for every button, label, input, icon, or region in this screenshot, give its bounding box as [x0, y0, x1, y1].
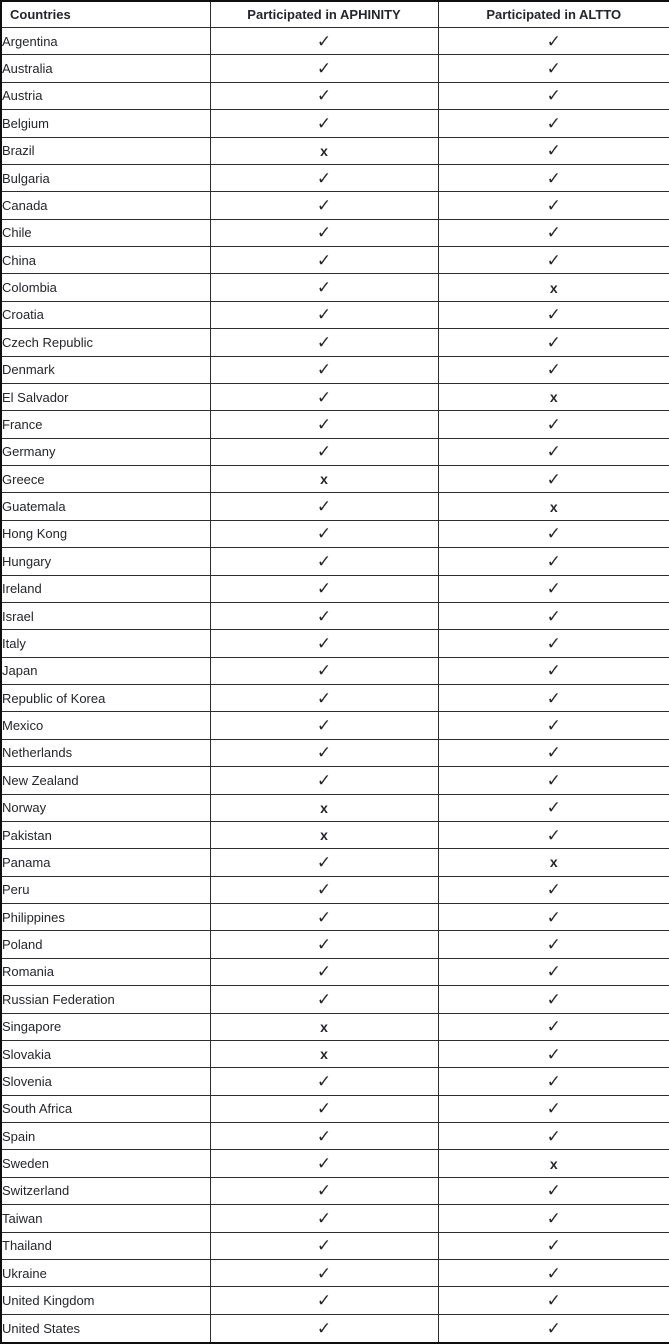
table-row	[1, 1013, 669, 1040]
aphinity-check-mark: ✓	[210, 575, 438, 602]
country-name-cell: France	[1, 411, 210, 438]
table-row	[1, 602, 669, 629]
altto-check-mark: ✓	[438, 1068, 669, 1095]
table-row	[1, 137, 669, 164]
aphinity-cross-mark: x	[210, 794, 438, 821]
aphinity-check-mark: ✓	[210, 438, 438, 465]
country-name-cell: China	[1, 247, 210, 274]
aphinity-check-mark: ✓	[210, 1259, 438, 1286]
table-header	[1, 1, 669, 28]
aphinity-check-mark: ✓	[210, 110, 438, 137]
table-row	[1, 383, 669, 410]
country-name-cell: Ukraine	[1, 1259, 210, 1286]
aphinity-check-mark: ✓	[210, 164, 438, 191]
table-row	[1, 685, 669, 712]
table-row	[1, 1232, 669, 1259]
country-name-cell: Argentina	[1, 28, 210, 55]
table-row	[1, 1259, 669, 1286]
table-row	[1, 548, 669, 575]
aphinity-check-mark: ✓	[210, 28, 438, 55]
country-name-cell: Thailand	[1, 1232, 210, 1259]
aphinity-check-mark: ✓	[210, 493, 438, 520]
table-row	[1, 82, 669, 109]
altto-check-mark: ✓	[438, 356, 669, 383]
table-row	[1, 493, 669, 520]
altto-check-mark: ✓	[438, 1232, 669, 1259]
country-name-cell: El Salvador	[1, 383, 210, 410]
aphinity-cross-mark: x	[210, 466, 438, 493]
altto-check-mark: ✓	[438, 602, 669, 629]
aphinity-check-mark: ✓	[210, 274, 438, 301]
table-row	[1, 1068, 669, 1095]
aphinity-check-mark: ✓	[210, 1314, 438, 1343]
aphinity-check-mark: ✓	[210, 1150, 438, 1177]
altto-check-mark: ✓	[438, 1177, 669, 1204]
aphinity-check-mark: ✓	[210, 329, 438, 356]
aphinity-check-mark: ✓	[210, 1123, 438, 1150]
table-row	[1, 110, 669, 137]
country-name-cell: Norway	[1, 794, 210, 821]
aphinity-check-mark: ✓	[210, 630, 438, 657]
country-name-cell: Russian Federation	[1, 986, 210, 1013]
altto-check-mark: ✓	[438, 931, 669, 958]
aphinity-check-mark: ✓	[210, 82, 438, 109]
country-name-cell: Colombia	[1, 274, 210, 301]
table-row	[1, 712, 669, 739]
aphinity-cross-mark: x	[210, 137, 438, 164]
country-name-cell: Denmark	[1, 356, 210, 383]
aphinity-check-mark: ✓	[210, 602, 438, 629]
table-row	[1, 1150, 669, 1177]
aphinity-check-mark: ✓	[210, 849, 438, 876]
aphinity-check-mark: ✓	[210, 548, 438, 575]
table-row	[1, 1177, 669, 1204]
aphinity-check-mark: ✓	[210, 247, 438, 274]
altto-check-mark: ✓	[438, 192, 669, 219]
altto-check-mark: ✓	[438, 821, 669, 848]
aphinity-check-mark: ✓	[210, 520, 438, 547]
country-name-cell: Austria	[1, 82, 210, 109]
country-name-cell: Republic of Korea	[1, 685, 210, 712]
country-name-cell: Hong Kong	[1, 520, 210, 547]
aphinity-check-mark: ✓	[210, 55, 438, 82]
aphinity-check-mark: ✓	[210, 739, 438, 766]
altto-check-mark: ✓	[438, 1123, 669, 1150]
country-name-cell: Greece	[1, 466, 210, 493]
column-header-aphinity: Participated in APHINITY	[210, 1, 438, 28]
aphinity-check-mark: ✓	[210, 1068, 438, 1095]
table-row	[1, 931, 669, 958]
altto-check-mark: ✓	[438, 657, 669, 684]
altto-check-mark: ✓	[438, 520, 669, 547]
header-row	[1, 1, 669, 28]
country-name-cell: Singapore	[1, 1013, 210, 1040]
altto-cross-mark: x	[438, 493, 669, 520]
table-row	[1, 794, 669, 821]
altto-check-mark: ✓	[438, 28, 669, 55]
altto-check-mark: ✓	[438, 1013, 669, 1040]
table-row	[1, 1205, 669, 1232]
altto-check-mark: ✓	[438, 137, 669, 164]
country-name-cell: South Africa	[1, 1095, 210, 1122]
altto-check-mark: ✓	[438, 466, 669, 493]
aphinity-check-mark: ✓	[210, 383, 438, 410]
aphinity-check-mark: ✓	[210, 411, 438, 438]
altto-check-mark: ✓	[438, 438, 669, 465]
table-body	[1, 28, 669, 1344]
country-name-cell: Sweden	[1, 1150, 210, 1177]
aphinity-check-mark: ✓	[210, 685, 438, 712]
table-row	[1, 904, 669, 931]
aphinity-check-mark: ✓	[210, 931, 438, 958]
aphinity-check-mark: ✓	[210, 657, 438, 684]
aphinity-check-mark: ✓	[210, 1205, 438, 1232]
country-name-cell: Italy	[1, 630, 210, 657]
country-name-cell: Germany	[1, 438, 210, 465]
aphinity-check-mark: ✓	[210, 958, 438, 985]
altto-check-mark: ✓	[438, 1259, 669, 1286]
table-row	[1, 821, 669, 848]
country-name-cell: New Zealand	[1, 767, 210, 794]
altto-check-mark: ✓	[438, 630, 669, 657]
table-row	[1, 219, 669, 246]
country-name-cell: Belgium	[1, 110, 210, 137]
table-row	[1, 958, 669, 985]
aphinity-check-mark: ✓	[210, 1095, 438, 1122]
altto-check-mark: ✓	[438, 904, 669, 931]
country-name-cell: Croatia	[1, 301, 210, 328]
altto-check-mark: ✓	[438, 110, 669, 137]
country-name-cell: Taiwan	[1, 1205, 210, 1232]
table-row	[1, 767, 669, 794]
table-row	[1, 876, 669, 903]
altto-check-mark: ✓	[438, 876, 669, 903]
table-row	[1, 1123, 669, 1150]
country-name-cell: Philippines	[1, 904, 210, 931]
altto-cross-mark: x	[438, 849, 669, 876]
table-row	[1, 438, 669, 465]
column-header-altto: Participated in ALTTO	[438, 1, 669, 28]
country-name-cell: Hungary	[1, 548, 210, 575]
aphinity-check-mark: ✓	[210, 219, 438, 246]
altto-check-mark: ✓	[438, 575, 669, 602]
altto-check-mark: ✓	[438, 1205, 669, 1232]
altto-check-mark: ✓	[438, 1314, 669, 1343]
aphinity-check-mark: ✓	[210, 1177, 438, 1204]
table-row	[1, 28, 669, 55]
table-row	[1, 739, 669, 766]
aphinity-cross-mark: x	[210, 1013, 438, 1040]
aphinity-check-mark: ✓	[210, 1232, 438, 1259]
table-row	[1, 1287, 669, 1314]
table-row	[1, 329, 669, 356]
table-row	[1, 1040, 669, 1067]
aphinity-check-mark: ✓	[210, 1287, 438, 1314]
table-row	[1, 274, 669, 301]
altto-check-mark: ✓	[438, 219, 669, 246]
country-name-cell: Chile	[1, 219, 210, 246]
aphinity-check-mark: ✓	[210, 712, 438, 739]
country-name-cell: Ireland	[1, 575, 210, 602]
table-row	[1, 849, 669, 876]
altto-check-mark: ✓	[438, 739, 669, 766]
altto-check-mark: ✓	[438, 82, 669, 109]
aphinity-cross-mark: x	[210, 1040, 438, 1067]
aphinity-check-mark: ✓	[210, 904, 438, 931]
column-header-countries: Countries	[1, 1, 210, 28]
country-name-cell: Slovenia	[1, 1068, 210, 1095]
aphinity-check-mark: ✓	[210, 192, 438, 219]
country-name-cell: Bulgaria	[1, 164, 210, 191]
country-name-cell: Czech Republic	[1, 329, 210, 356]
altto-check-mark: ✓	[438, 1287, 669, 1314]
table-row	[1, 1314, 669, 1343]
country-name-cell: Netherlands	[1, 739, 210, 766]
altto-check-mark: ✓	[438, 958, 669, 985]
table-row	[1, 55, 669, 82]
altto-check-mark: ✓	[438, 986, 669, 1013]
table-row	[1, 411, 669, 438]
country-name-cell: Peru	[1, 876, 210, 903]
country-name-cell: Mexico	[1, 712, 210, 739]
country-name-cell: Brazil	[1, 137, 210, 164]
altto-check-mark: ✓	[438, 164, 669, 191]
altto-check-mark: ✓	[438, 55, 669, 82]
country-name-cell: Panama	[1, 849, 210, 876]
country-name-cell: Israel	[1, 602, 210, 629]
altto-check-mark: ✓	[438, 1040, 669, 1067]
table-row	[1, 520, 669, 547]
table-row	[1, 575, 669, 602]
country-name-cell: Pakistan	[1, 821, 210, 848]
table-row	[1, 356, 669, 383]
altto-check-mark: ✓	[438, 411, 669, 438]
aphinity-check-mark: ✓	[210, 986, 438, 1013]
altto-check-mark: ✓	[438, 247, 669, 274]
country-name-cell: Canada	[1, 192, 210, 219]
country-name-cell: Slovakia	[1, 1040, 210, 1067]
table-row	[1, 164, 669, 191]
country-name-cell: Romania	[1, 958, 210, 985]
country-name-cell: Spain	[1, 1123, 210, 1150]
altto-check-mark: ✓	[438, 767, 669, 794]
table-row	[1, 466, 669, 493]
country-name-cell: United States	[1, 1314, 210, 1343]
country-name-cell: Australia	[1, 55, 210, 82]
country-name-cell: Poland	[1, 931, 210, 958]
altto-check-mark: ✓	[438, 301, 669, 328]
table-row	[1, 657, 669, 684]
altto-cross-mark: x	[438, 383, 669, 410]
aphinity-check-mark: ✓	[210, 767, 438, 794]
table-row	[1, 301, 669, 328]
country-name-cell: Japan	[1, 657, 210, 684]
altto-check-mark: ✓	[438, 1095, 669, 1122]
aphinity-check-mark: ✓	[210, 356, 438, 383]
altto-check-mark: ✓	[438, 712, 669, 739]
table-row	[1, 192, 669, 219]
altto-check-mark: ✓	[438, 794, 669, 821]
altto-check-mark: ✓	[438, 548, 669, 575]
country-name-cell: United Kingdom	[1, 1287, 210, 1314]
aphinity-check-mark: ✓	[210, 876, 438, 903]
table-row	[1, 1095, 669, 1122]
altto-check-mark: ✓	[438, 329, 669, 356]
aphinity-cross-mark: x	[210, 821, 438, 848]
aphinity-check-mark: ✓	[210, 301, 438, 328]
table-row	[1, 986, 669, 1013]
country-name-cell: Switzerland	[1, 1177, 210, 1204]
altto-cross-mark: x	[438, 274, 669, 301]
country-name-cell: Guatemala	[1, 493, 210, 520]
table-row	[1, 247, 669, 274]
altto-cross-mark: x	[438, 1150, 669, 1177]
table-row	[1, 630, 669, 657]
altto-check-mark: ✓	[438, 685, 669, 712]
